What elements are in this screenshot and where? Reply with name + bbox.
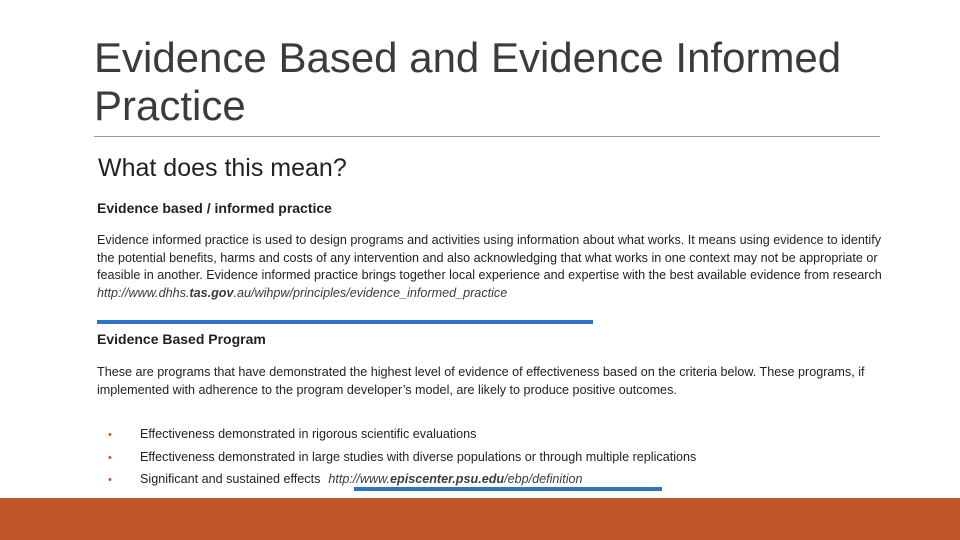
footer-accent-bar: [0, 498, 960, 540]
list-item-text: Effectiveness demonstrated in large studies with diverse populations or through multiple replications: [140, 449, 697, 464]
bullet-marker: •: [108, 474, 112, 486]
bullet-marker: •: [108, 451, 112, 464]
list-item: [108, 447, 696, 470]
slide-subtitle: What does this mean?: [98, 154, 347, 182]
list-item-text: Significant and sustained effects: [140, 472, 321, 486]
list-item: [108, 424, 696, 447]
dhhs-link-underline: [97, 320, 593, 324]
section-heading-informed-practice: Evidence based / informed practice: [97, 200, 332, 216]
criteria-list: [108, 424, 696, 492]
episcenter-link-underline: [354, 487, 662, 491]
bullet-marker: •: [108, 429, 112, 441]
section-body-informed-practice: [97, 232, 887, 302]
section-heading-evidence-program: Evidence Based Program: [97, 331, 266, 347]
section-body-evidence-program: These are programs that have demonstrated the highest level of evidence of effectiveness based on the criteria below. These programs, if implemented with adherence to the program developer’s model, are likely to produce positive outcomes.: [97, 365, 865, 397]
list-item-text: Effectiveness demonstrated in rigorous scientific evaluations: [140, 427, 477, 441]
informed-practice-text: Evidence informed practice is used to design programs and activities using information about what works. It means using evidence to identify the potential benefits, harms and costs of any intervention and also acknowledging that what works in one context may not be appropriate or feasible in another. Evidence informed practice brings together local experience and expertise with the best available evidence from research: [97, 233, 882, 282]
dhhs-link[interactable]: http://www.dhhs.tas.gov.au/wihpw/principles/evidence_informed_practice: [97, 285, 508, 300]
episcenter-link[interactable]: http://www.episcenter.psu.edu/ebp/definition: [328, 472, 583, 486]
slide-title: Evidence Based and Evidence Informed Practice: [94, 34, 842, 129]
title-divider: [94, 136, 880, 137]
